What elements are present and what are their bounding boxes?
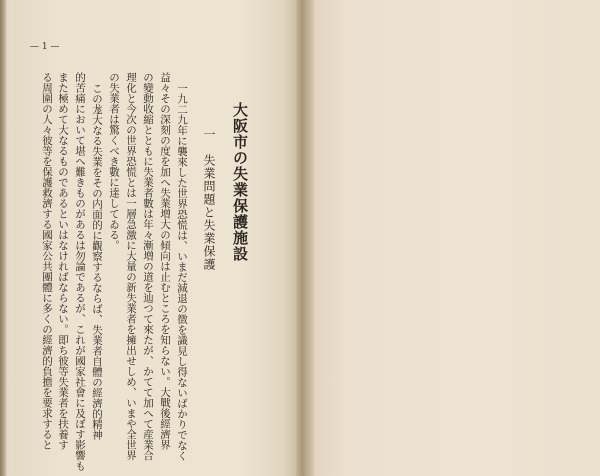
body-text-column: る周圍の人々彼等を保護救濟する國家公共團體に多くの經濟的負擔を要求すると — [41, 72, 53, 450]
body-text-column: この尨大なる失業をその内面的に觀察するならば、失業者自體の經濟的精神 — [91, 83, 103, 440]
body-text-column: また極めて大なるものであるといはなければならない。即ち彼等失業者を扶養す — [57, 72, 69, 450]
body-text-column: 理化と今次の世界恐慌とは一層急激に大量の新失業者を擁出せしめ、いまや全世界 — [125, 72, 137, 461]
body-text-column: の失業者は驚くべき數に達してゐる。 — [108, 72, 120, 251]
page-number: — 1 — — [30, 42, 60, 52]
body-text-column: の變動收縮とともに失業者數は年々漸増の道を辿つて來たが、かてて加へて産業合 — [142, 72, 154, 461]
section-heading: 一 失業問題と失業保護 — [202, 128, 216, 271]
body-text-column: 的苦痛において堪へ難きものがあるは勿論であるが、これが國家社會に及ぼす影響も — [74, 72, 86, 471]
body-text-column: 一九二九年に襲來した世界恐慌は、いまだ減退の徴を識見し得ないばかりでなく — [176, 83, 188, 461]
body-text-column: 益々その深刻の度を加へ失業増大の傾向は止むところを知らない。大戰後經濟界 — [159, 72, 171, 450]
right-page-blank — [314, 0, 600, 476]
book-spine — [296, 0, 314, 476]
chapter-title: 大阪市の失業保護施設 — [231, 102, 249, 262]
book-edge-shadow — [0, 0, 7, 476]
